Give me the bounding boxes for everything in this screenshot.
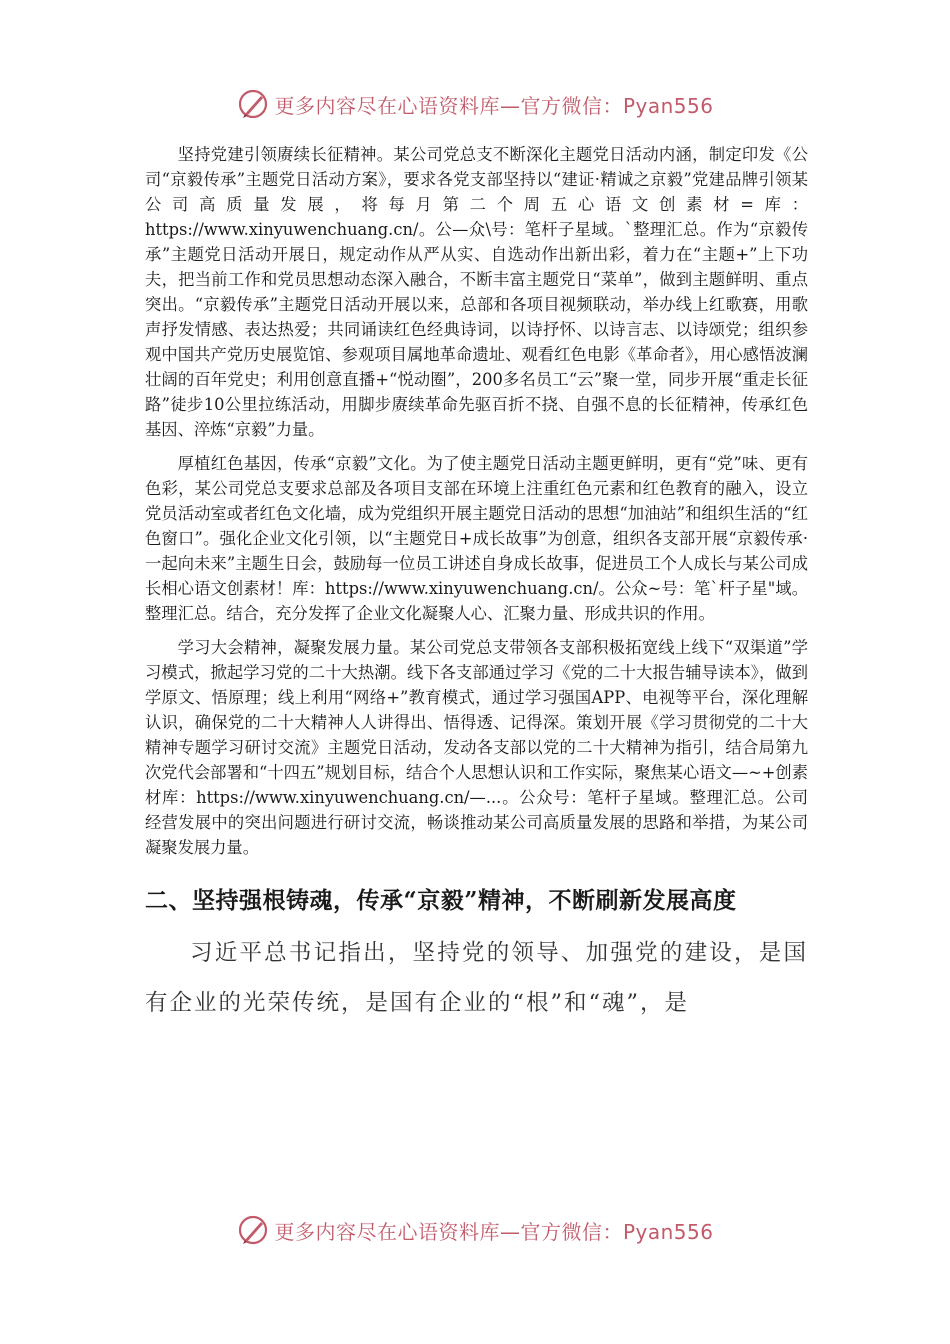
header-banner — [0, 84, 950, 124]
pen-logo-icon — [236, 87, 270, 121]
header-banner-text: 更多内容尽在心语资料库—官方微信：Pyan556 — [274, 93, 714, 118]
document-body — [145, 142, 808, 1028]
section-paragraph: 习近平总书记指出，坚持党的领导、加强党的建设，是国有企业的光荣传统，是国有企业的“根”和“魂”，是 — [145, 940, 808, 1016]
footer-banner — [0, 1210, 950, 1250]
paragraph-1: 坚持党建引领赓续长征精神。某公司党总支不断深化主题党日活动内涵，制定印发《公司“京毅传承”主题党日活动方案》，要求各党支部坚持以“建证·精诚之京毅”党建品牌引领某公司高质量发展，将每月第二个周五心语文创素材=库：https://www.xinyuwenchuang.cn/。公—众\号：笔杆子星域。`整理汇总。作为“京毅传承”主题党日活动开展日，规定动作从严从实、自选动作出新出彩，着力在“主题+”上下功夫，把当前工作和党员思想动态深入融合，不断丰富主题党日“菜单”，做到主题鲜明、重点突出。“京毅传承”主题党日活动开展以来，总部和各项目视频联动，举办线上红歌赛，用歌声抒发情感、表达热爱；共同诵读红色经典诗词，以诗抒怀、以诗言志、以诗颂党；组织参观中国共产党历史展览馆、参观项目属地革命遗址、观看红色电影《革命者》，用心感悟波澜壮阔的百年党史；利用创意直播+“悦动圈”，200多名员工“云”聚一堂，同步开展“重走长征路”徒步10公里拉练活动，用脚步赓续革命先驱百折不挠、自强不息的长征精神，传承红色基因、淬炼“京毅”力量。 — [145, 145, 808, 439]
footer-banner-text: 更多内容尽在心语资料库—官方微信：Pyan556 — [274, 1219, 714, 1244]
paragraph-3: 学习大会精神，凝聚发展力量。某公司党总支带领各支部积极拓宽线上线下“双渠道”学习模式，掀起学习党的二十大热潮。线下各支部通过学习《党的二十大报告辅导读本》，做到学原文、悟原理；线上利用“网络+”教育模式，通过学习强国APP、电视等平台，深化理解认识，确保党的二十大精神人人讲得出、悟得透、记得深。策划开展《学习贯彻党的二十大精神专题学习研讨交流》主题党日活动，发动各支部以党的二十大精神为指引，结合局第九次党代会部署和“十四五”规划目标，结合个人思想认识和工作实际，聚焦某心语文—~+创素材库：https://www.xinyuwenchuang.cn/—...。公众号：笔杆子星域。整理汇总。公司经营发展中的突出问题进行研讨交流，畅谈推动某公司高质量发展的思路和举措，为某公司凝聚发展力量。 — [145, 638, 808, 857]
paragraph-2: 厚植红色基因，传承“京毅”文化。为了使主题党日活动主题更鲜明，更有“党”味、更有色彩，某公司党总支要求总部及各项目支部在环境上注重红色元素和红色教育的融入，设立党员活动室或者红色文化墙，成为党组织开展主题党日活动的思想“加油站”和组织生活的“红色窗口”。强化企业文化引领，以“主题党日+成长故事”为创意，组织各支部开展“京毅传承·一起向未来”主题生日会，鼓励每一位员工讲述自身成长故事，促进员工个人成长与某公司成长相心语文创素材！库：https://www.xinyuwenchuang.cn/。公众~号：笔`杆子星"域。整理汇总。结合，充分发挥了企业文化凝聚人心、汇聚力量、形成共识的作用。 — [145, 454, 808, 623]
section-heading: 二、坚持强根铸魂，传承“京毅”精神，不断刷新发展高度 — [145, 887, 737, 914]
pen-logo-icon — [236, 1213, 270, 1247]
